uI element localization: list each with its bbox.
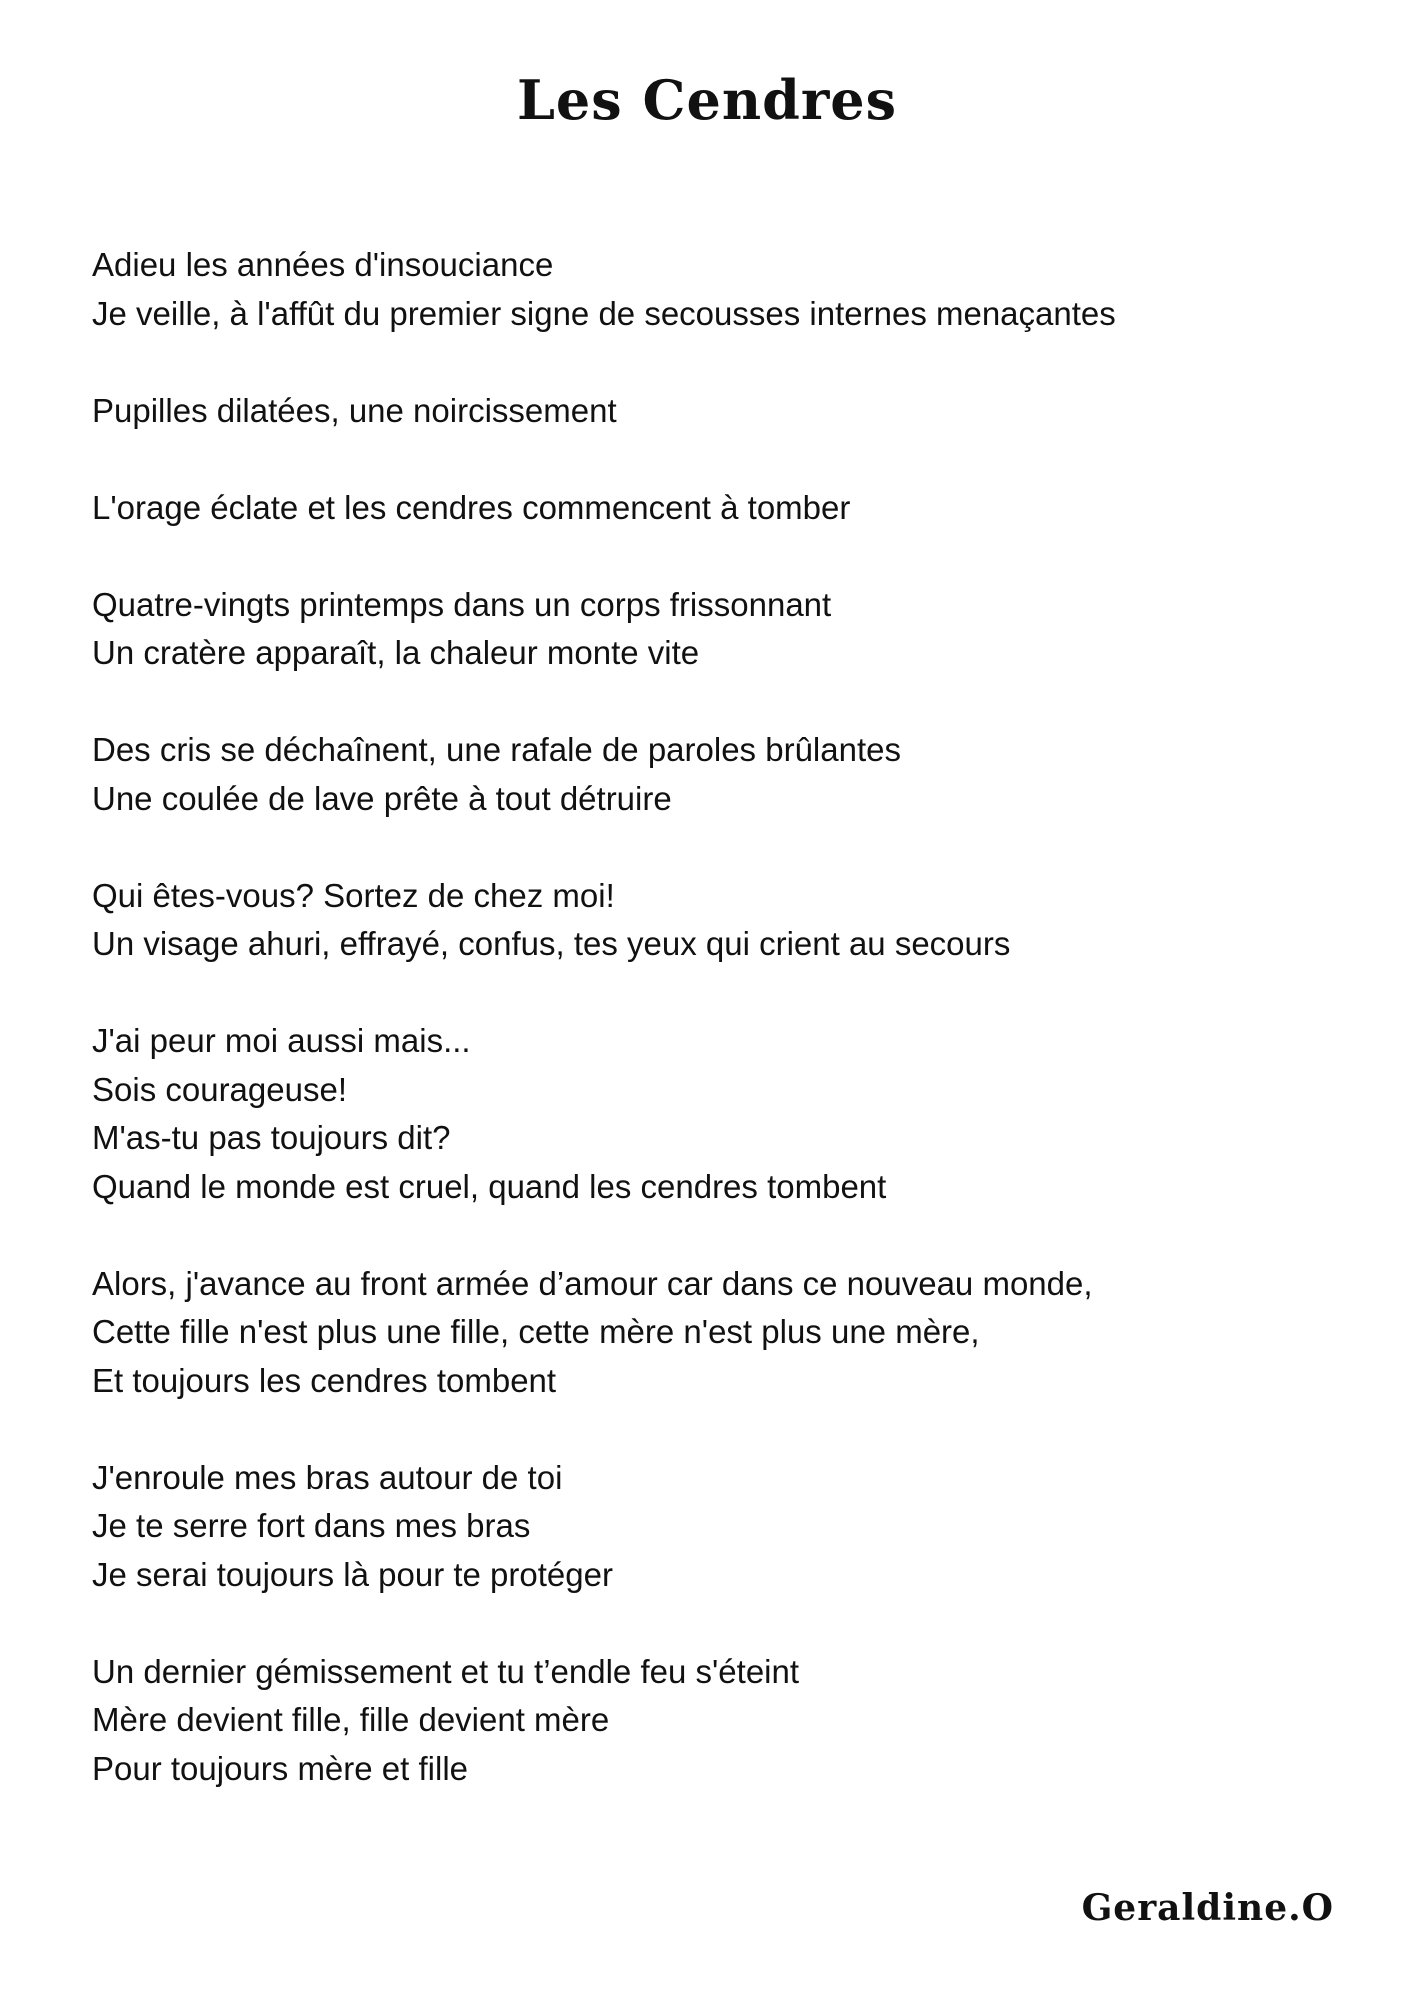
poem-line: Une coulée de lave prête à tout détruire: [92, 779, 672, 817]
poem-line: Pupilles dilatées, une noircissement: [92, 391, 617, 429]
stanza-6: [92, 872, 1342, 969]
poem-line: J'ai peur moi aussi mais...: [92, 1022, 471, 1059]
poem-line: Un cratère apparaît, la chaleur monte vite: [92, 634, 700, 671]
poem-line: Adieu les années d'insouciance: [92, 246, 554, 283]
stanza-5: [92, 726, 1342, 823]
stanza-8: [92, 1260, 1342, 1406]
poem-body: [92, 241, 1342, 1842]
poem-line: Je serai toujours là pour te protéger: [92, 1555, 613, 1593]
stanza-4: [92, 581, 1342, 678]
poem-line: Alors, j'avance au front armée d’amour car dans ce nouveau monde,: [92, 1264, 1093, 1302]
poem-line: Cette fille n'est plus une fille, cette mère n'est plus une mère,: [92, 1313, 980, 1350]
poem-line: Un visage ahuri, effrayé, confus, tes yeux qui crient au secours: [92, 925, 1011, 962]
poem-line: Quand le monde est cruel, quand les cendres tombent: [92, 1167, 887, 1205]
poem-line: J'enroule mes bras autour de toi: [92, 1458, 563, 1496]
poem-line: Pour toujours mère et fille: [92, 1749, 469, 1787]
poem-line: Mère devient fille, fille devient mère: [92, 1701, 610, 1738]
poem-line: Je veille, à l'affût du premier signe de secousses internes menaçantes: [92, 294, 1116, 332]
poem-title: Les Cendres: [516, 68, 898, 132]
poem-line: Des cris se déchaînent, une rafale de paroles brûlantes: [92, 731, 901, 768]
stanza-1: [92, 241, 1342, 338]
poem-line: M'as-tu pas toujours dit?: [92, 1119, 451, 1156]
poem-line: Un dernier gémissement et tu t’endle feu s'éteint: [92, 1652, 800, 1690]
poem-line: Quatre-vingts printemps dans un corps frissonnant: [92, 585, 832, 623]
author-signature: Geraldine.O: [1081, 1887, 1334, 1929]
stanza-3: [92, 484, 1342, 533]
poem-line: Je te serre fort dans mes bras: [92, 1507, 531, 1544]
poem-line: Sois courageuse!: [92, 1070, 347, 1108]
stanza-2: [92, 387, 1342, 436]
stanza-10: [92, 1648, 1342, 1794]
stanza-9: [92, 1454, 1342, 1600]
poem-line: Qui êtes-vous? Sortez de chez moi!: [92, 876, 615, 914]
poem-line: Et toujours les cendres tombent: [92, 1361, 557, 1399]
stanza-7: [92, 1017, 1342, 1211]
poem-line: L'orage éclate et les cendres commencent à tomber: [92, 488, 851, 526]
